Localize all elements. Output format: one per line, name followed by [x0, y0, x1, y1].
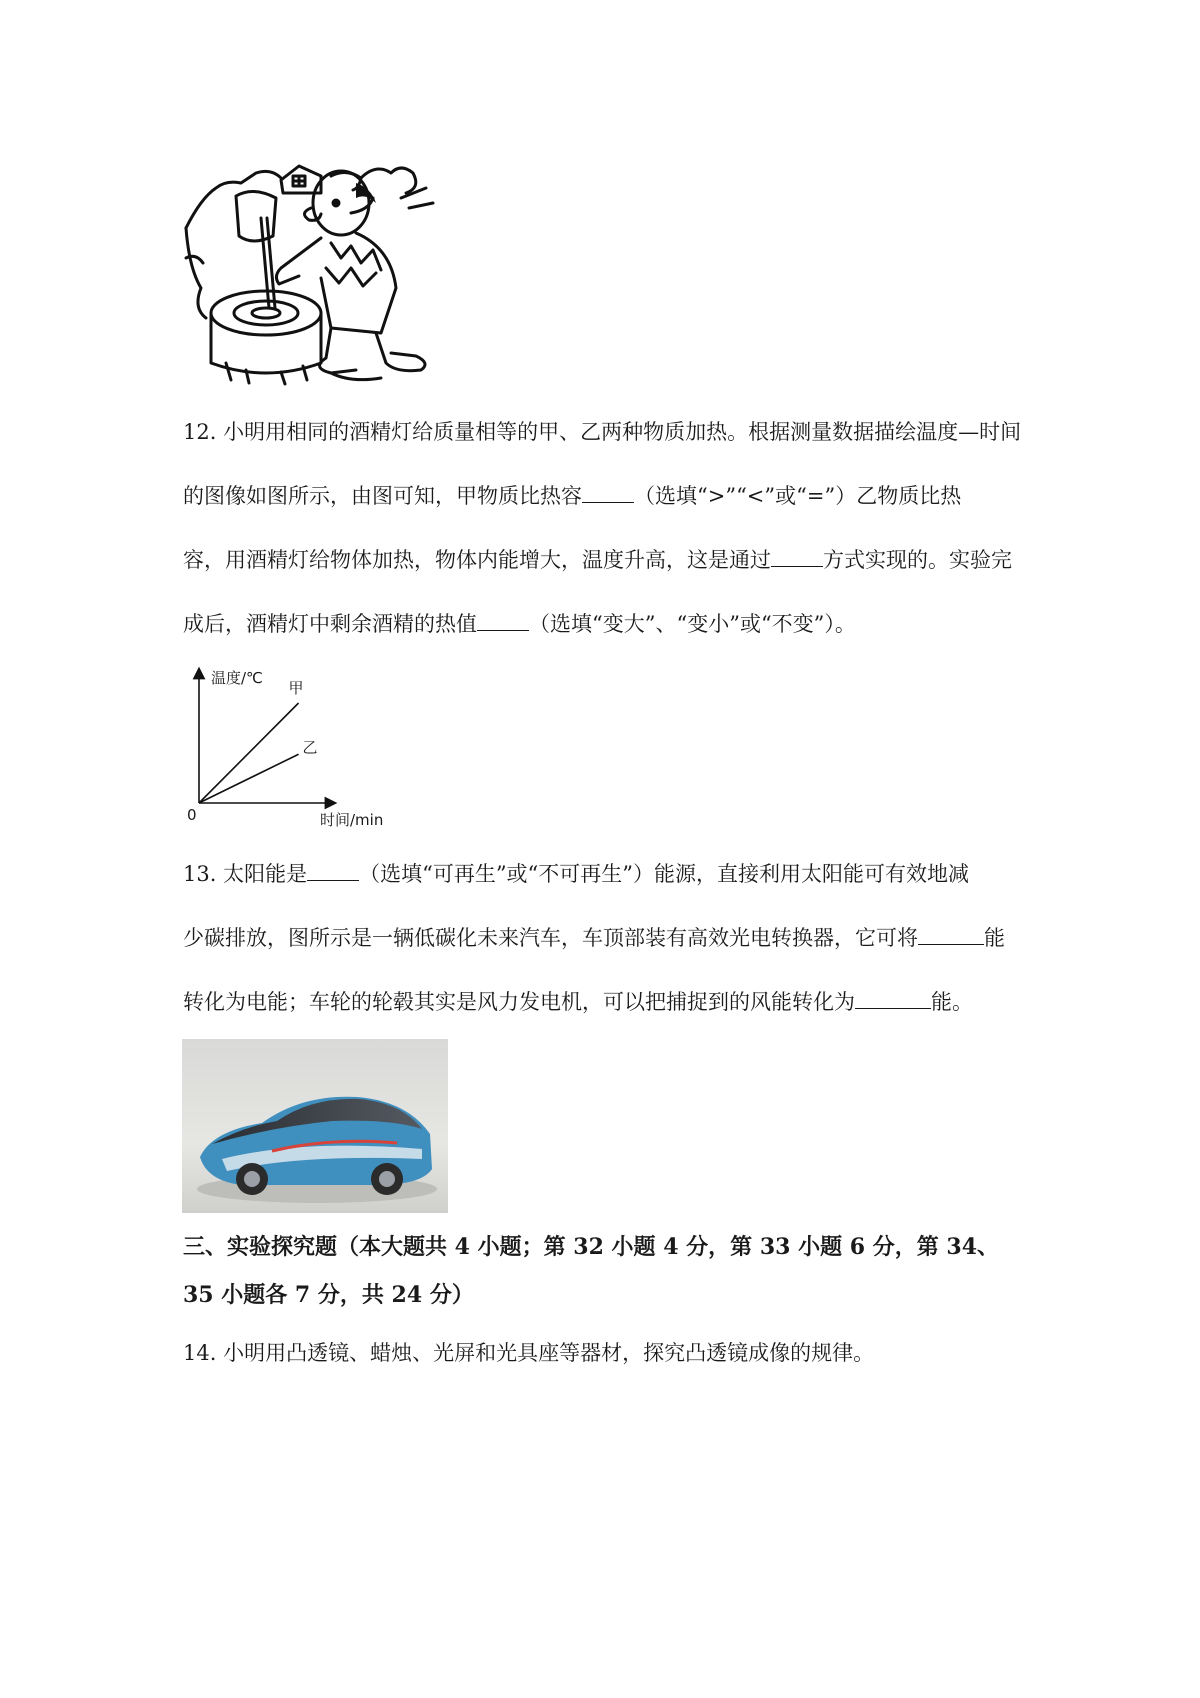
y-axis-label: 温度/℃	[211, 669, 263, 687]
q13-line-1: 13. 太阳能是 （选填“可再生”或“不可再生”）能源，直接利用太阳能可有效地减	[183, 842, 1033, 906]
origin-label: 0	[187, 806, 197, 824]
answer-blank[interactable]	[855, 987, 931, 1009]
answer-blank[interactable]	[307, 859, 359, 881]
x-axis-label: 时间/min	[320, 811, 384, 829]
q13-line-3: 转化为电能；车轮的轮毂其实是风力发电机，可以把捕捉到的风能转化为 能。	[183, 970, 1033, 1034]
series-line-1	[199, 703, 299, 803]
temperature-time-chart	[185, 663, 415, 833]
question-14	[183, 1321, 1033, 1385]
series-line-2	[199, 754, 299, 803]
series-label-2: 乙	[302, 738, 318, 757]
answer-blank[interactable]	[771, 545, 823, 567]
answer-blank[interactable]	[582, 481, 634, 503]
question-12	[183, 400, 1033, 656]
section-3-line-2: 35 小题各 7 分，共 24 分）	[183, 1282, 474, 1308]
series-label-1: 甲	[288, 679, 304, 697]
answer-blank[interactable]	[918, 923, 984, 945]
solar-car-photo	[182, 1039, 448, 1213]
q12-line-3: 容，用酒精灯给物体加热，物体内能增大，温度升高，这是通过 方式实现的。实验完	[183, 528, 1033, 592]
q14-text: 14. 小明用凸透镜、蜡烛、光屏和光具座等器材，探究凸透镜成像的规律。	[183, 1341, 875, 1365]
section-3-line-1: 三、实验探究题（本大题共 4 小题；第 32 小题 4 分，第 33 小题 6 分，第 34、	[183, 1234, 1000, 1260]
answer-blank[interactable]	[477, 609, 529, 631]
q12-line-2: 的图像如图所示，由图可知，甲物质比热容 （选填“>”“<”或“=”）乙物质比热	[183, 464, 1033, 528]
q12-line-1: 12. 小明用相同的酒精灯给质量相等的甲、乙两种物质加热。根据测量数据描绘温度—时间	[183, 420, 1022, 444]
question-13	[183, 842, 1033, 1034]
wood-chopping-illustration	[181, 158, 443, 388]
section-3-heading	[183, 1223, 1043, 1319]
q12-line-4: 成后，酒精灯中剩余酒精的热值 （选填“变大”、“变小”或“不变”）。	[183, 592, 1033, 656]
q13-line-2: 少碳排放，图所示是一辆低碳化未来汽车，车顶部装有高效光电转换器，它可将 能	[183, 906, 1033, 970]
